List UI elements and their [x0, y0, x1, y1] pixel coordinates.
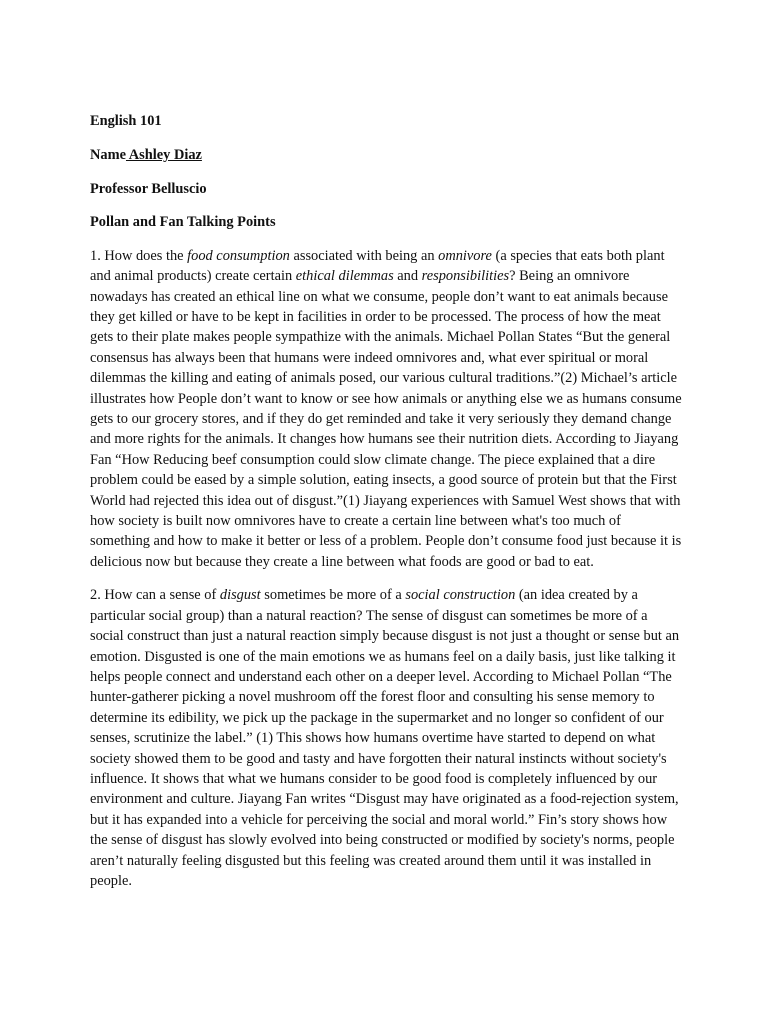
- q1-italic-omnivore: omnivore: [438, 247, 492, 264]
- student-name: Ashley Diaz: [125, 146, 202, 163]
- answer-paragraph-2: [90, 585, 682, 891]
- q2-italic-disgust: disgust: [219, 587, 261, 604]
- q1-italic-ethical-dilemmas: ethical dilemmas: [295, 268, 394, 285]
- q2-text-1: 2. How can a sense of: [90, 587, 220, 604]
- course-heading: English 101: [90, 113, 162, 129]
- q1-italic-responsibilities: responsibilities: [421, 268, 510, 285]
- q1-text-4: and: [393, 268, 422, 285]
- q1-text-1: 1. How does the: [90, 247, 188, 264]
- q2-text-2: sometimes be more of a: [260, 587, 406, 604]
- q1-text-5: ? Being an omnivore nowadays has created an ethical line on what we consume, people don’t want to eat animals because they get killed or have to be kept in facilities in order to be processed. The process of how the meat gets to their plate makes people sympathize with the animals. Michael Pollan States “But the general consensus has always been that humans were indeed omnivores and, what ever spiritual or moral dilemmas the killing and eating of animals posed, our various cultural traditions.”(2) Michael’s article illustrates how People don’t want to know or see how animals or anything else we as humans consume gets to our grocery stores, and if they do get reminded and take it very seriously they demand change and more rights for the animals. It changes how humans see their nutrition diets. According to Jiayang Fan “How Reducing beef consumption could slow climate change. The piece explained that a dire problem could be eased by a simple solution, eating insects, a good source of protein but that the First World had rejected this idea out of disgust.”(1) Jiayang experiences with Samuel West shows that with how society is built now omnivores have to create a certain line between what's too much of something and how to make it better or less of a problem. People don’t consume food just because it is delicious now but because they create a line between what foods are good or bad to eat.: [90, 268, 682, 570]
- q1-text-2: associated with being an: [289, 247, 439, 264]
- q2-italic-social-construction: social construction: [405, 587, 516, 604]
- assignment-title: Pollan and Fan Talking Points: [90, 214, 276, 231]
- q1-text-3: (a species that eats both plant and animal products) create certain: [90, 247, 665, 285]
- q2-text-3: (an idea created by a particular social group) than a natural reaction? The sense of disgust can sometimes be more of a social construct than just a natural reaction simply because disgust is not just a thought or sense but an emotion. Disgusted is one of the main emotions we as humans feel on a daily basis, just like talking it helps people connect and understand each other on a deeper level. According to Michael Pollan “The hunter-gatherer picking a novel mushroom off the forest floor and consulting his sense memory to determine its edibility, we pick up the package in the supermarket and no longer so confident of our senses, scrutinize the label.” (1) This shows how humans overtime have started to depend on what society showed them to be good and tasty and have forgotten their natural instincts without society's influence. It shows that what we humans consider to be good food is completely influenced by our environment and culture. Jiayang Fan writes “Disgust may have originated as a food-rejection system, but it has expanded into a vehicle for perceiving the social and moral world.” Fin’s story shows how the sense of disgust has slowly evolved into being constructed or modified by society's norms, people aren’t naturally feeling disgusted but this feeling was created around them until it was installed in people.: [90, 587, 680, 889]
- professor-heading: Professor Belluscio: [90, 180, 207, 197]
- q1-italic-food-consumption: food consumption: [187, 247, 290, 264]
- document-body: [90, 111, 682, 904]
- student-name-line: [90, 145, 682, 165]
- name-label: Name: [90, 146, 126, 163]
- answer-paragraph-1: [90, 246, 682, 573]
